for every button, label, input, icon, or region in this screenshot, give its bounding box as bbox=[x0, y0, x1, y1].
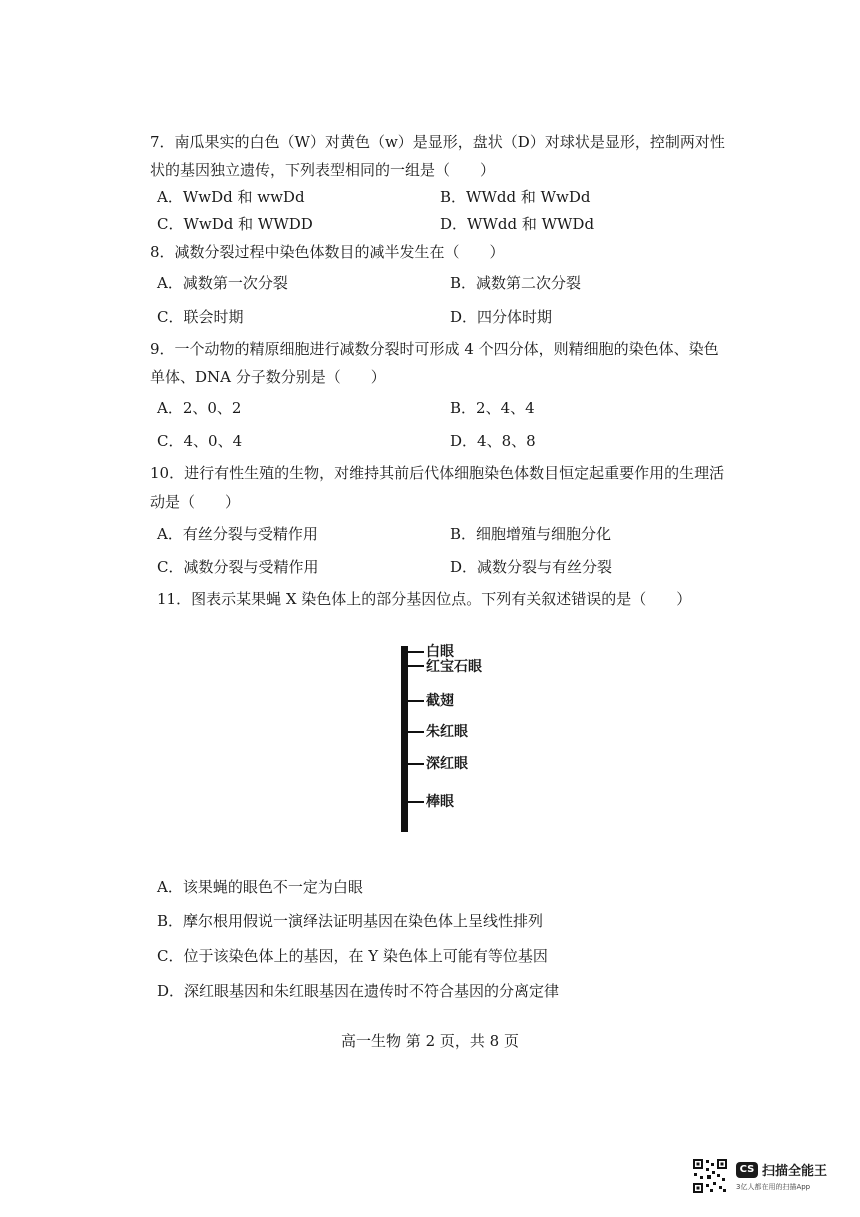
q7-option-d: D．WWdd 和 WWDd bbox=[440, 215, 595, 233]
scanner-tagline: 3亿人都在用的扫描App bbox=[736, 1183, 811, 1191]
q7-option-b: B．WWdd 和 WwDd bbox=[440, 188, 591, 206]
q8-option-d: D．四分体时期 bbox=[450, 308, 553, 326]
q8-option-b: B．减数第二次分裂 bbox=[450, 274, 582, 292]
gene-label: 截翅 bbox=[426, 693, 454, 709]
q7-stem-line2: 状的基因独立遗传，下列表型相同的一组是（ ） bbox=[150, 161, 496, 179]
gene-label: 朱红眼 bbox=[426, 724, 468, 740]
q9-stem-line1: 9．一个动物的精原细胞进行减数分裂时可形成 4 个四分体，则精细胞的染色体、染色 bbox=[150, 340, 719, 358]
q9-stem-line2: 单体、DNA 分子数分别是（ ） bbox=[150, 368, 386, 386]
q10-option-b: B．细胞增殖与细胞分化 bbox=[450, 525, 612, 543]
q10-stem-line2: 动是（ ） bbox=[150, 493, 241, 511]
q9-option-b: B．2、4、4 bbox=[450, 399, 535, 417]
q11-option-b: B．摩尔根用假说一演绎法证明基因在染色体上呈线性排列 bbox=[157, 912, 544, 930]
scanner-app-name: 扫描全能王 bbox=[762, 1164, 828, 1179]
q7-stem-line1: 7．南瓜果实的白色（W）对黄色（w）是显形，盘状（D）对球状是显形，控制两对性 bbox=[150, 133, 725, 151]
gene-locus-tick bbox=[408, 731, 424, 733]
gene-locus-tick bbox=[408, 651, 424, 653]
q10-option-a: A．有丝分裂与受精作用 bbox=[157, 525, 318, 543]
chromosome-bar bbox=[401, 646, 408, 832]
q11-option-d: D．深红眼基因和朱红眼基因在遗传时不符合基因的分离定律 bbox=[157, 982, 560, 1000]
cs-logo-icon: CS bbox=[736, 1162, 758, 1178]
q8-stem: 8．减数分裂过程中染色体数目的减半发生在（ ） bbox=[150, 243, 505, 261]
gene-locus-tick bbox=[408, 763, 424, 765]
q10-option-d: D．减数分裂与有丝分裂 bbox=[450, 558, 613, 576]
gene-locus-tick bbox=[408, 801, 424, 803]
q8-option-a: A．减数第一次分裂 bbox=[157, 274, 288, 292]
q7-option-c: C．WwDd 和 WWDD bbox=[157, 215, 313, 233]
q7-option-a: A．WwDd 和 wwDd bbox=[157, 188, 305, 206]
gene-locus-tick bbox=[408, 700, 424, 702]
gene-label: 深红眼 bbox=[426, 756, 468, 772]
q11-option-a: A．该果蝇的眼色不一定为白眼 bbox=[157, 878, 363, 896]
scanner-watermark bbox=[692, 1158, 842, 1202]
q10-option-c: C．减数分裂与受精作用 bbox=[157, 558, 319, 576]
q8-option-c: C．联会时期 bbox=[157, 308, 244, 326]
qr-code-icon bbox=[692, 1158, 728, 1194]
page-footer: 高一生物 第 2 页，共 8 页 bbox=[341, 1032, 519, 1050]
q11-option-c: C．位于该染色体上的基因，在 Y 染色体上可能有等位基因 bbox=[157, 947, 548, 965]
gene-locus-tick bbox=[408, 665, 424, 667]
q9-option-d: D．4、8、8 bbox=[450, 432, 536, 450]
q10-stem-line1: 10．进行有性生殖的生物，对维持其前后代体细胞染色体数目恒定起重要作用的生理活 bbox=[150, 464, 725, 482]
x-chromosome-diagram bbox=[398, 643, 538, 835]
q9-option-c: C．4、0、4 bbox=[157, 432, 243, 450]
q11-stem: 11．图表示某果蝇 X 染色体上的部分基因位点。下列有关叙述错误的是（ ） bbox=[157, 590, 692, 608]
gene-label: 红宝石眼 bbox=[426, 659, 482, 675]
gene-label: 白眼 bbox=[426, 644, 454, 660]
q9-option-a: A．2、0、2 bbox=[157, 399, 242, 417]
gene-label: 棒眼 bbox=[426, 794, 454, 810]
